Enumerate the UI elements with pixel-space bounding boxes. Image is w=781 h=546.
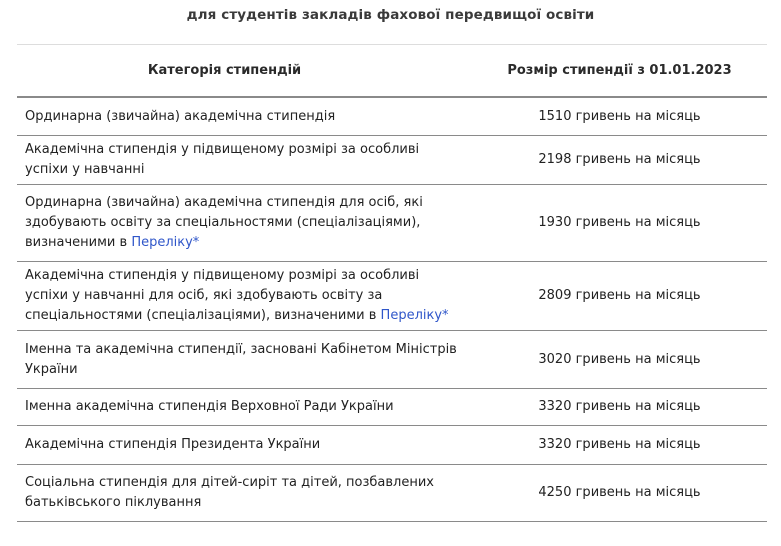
table-header-row bbox=[17, 45, 767, 97]
row-category bbox=[17, 262, 472, 331]
row-category bbox=[17, 426, 472, 465]
table-row bbox=[17, 262, 767, 331]
table-row bbox=[17, 136, 767, 185]
table-row bbox=[17, 97, 767, 136]
perelik-link[interactable]: Переліку* bbox=[380, 308, 449, 323]
stipend-table bbox=[17, 45, 767, 522]
category-text: Ординарна (звичайна) академічна стипендія bbox=[25, 108, 336, 124]
table-row bbox=[17, 426, 767, 465]
row-amount: 2809 гривень на місяць bbox=[472, 262, 767, 331]
table-row bbox=[17, 465, 767, 522]
row-amount: 2198 гривень на місяць bbox=[472, 136, 767, 185]
row-category bbox=[17, 331, 472, 389]
row-category bbox=[17, 136, 472, 185]
row-category bbox=[17, 465, 472, 522]
header-amount: Розмір стипендії з 01.01.2023 bbox=[472, 45, 767, 97]
category-text: Ординарна (звичайна) академічна стипендія для осіб, які здобувають освіту за спеціальностями (спеціалізаціями), визначеними в bbox=[25, 195, 423, 250]
header-category: Категорія стипендій bbox=[17, 45, 472, 97]
category-text: Іменна академічна стипендія Верховної Ради України bbox=[25, 399, 394, 414]
perelik-link[interactable]: Переліку* bbox=[131, 235, 200, 250]
row-category bbox=[17, 389, 472, 426]
table-row bbox=[17, 389, 767, 426]
row-amount: 3320 гривень на місяць bbox=[472, 389, 767, 426]
row-category bbox=[17, 97, 472, 136]
table-row bbox=[17, 331, 767, 389]
row-amount: 1510 гривень на місяць bbox=[472, 97, 767, 136]
category-text: Іменна та академічна стипендії, засновані Кабінетом Міністрів України bbox=[25, 341, 457, 377]
row-category bbox=[17, 185, 472, 262]
row-amount: 4250 гривень на місяць bbox=[472, 465, 767, 522]
table-subtitle: для студентів закладів фахової передвищої освіти bbox=[186, 7, 595, 23]
category-text: Академічна стипендія Президента України bbox=[25, 437, 321, 452]
category-text: Соціальна стипендія для дітей-сиріт та дітей, позбавлених батьківського піклування bbox=[25, 475, 434, 510]
row-amount: 3020 гривень на місяць bbox=[472, 331, 767, 389]
category-text: Академічна стипендія у підвищеному розмірі за особливі успіхи у навчанні для осіб, які здобувають освіту за спеціальностями (спеціалізаціями), визначеними в bbox=[25, 268, 420, 323]
row-amount: 3320 гривень на місяць bbox=[472, 426, 767, 465]
category-text: Академічна стипендія у підвищеному розмірі за особливі успіхи у навчанні bbox=[25, 142, 420, 177]
row-amount: 1930 гривень на місяць bbox=[472, 185, 767, 262]
table-row bbox=[17, 185, 767, 262]
